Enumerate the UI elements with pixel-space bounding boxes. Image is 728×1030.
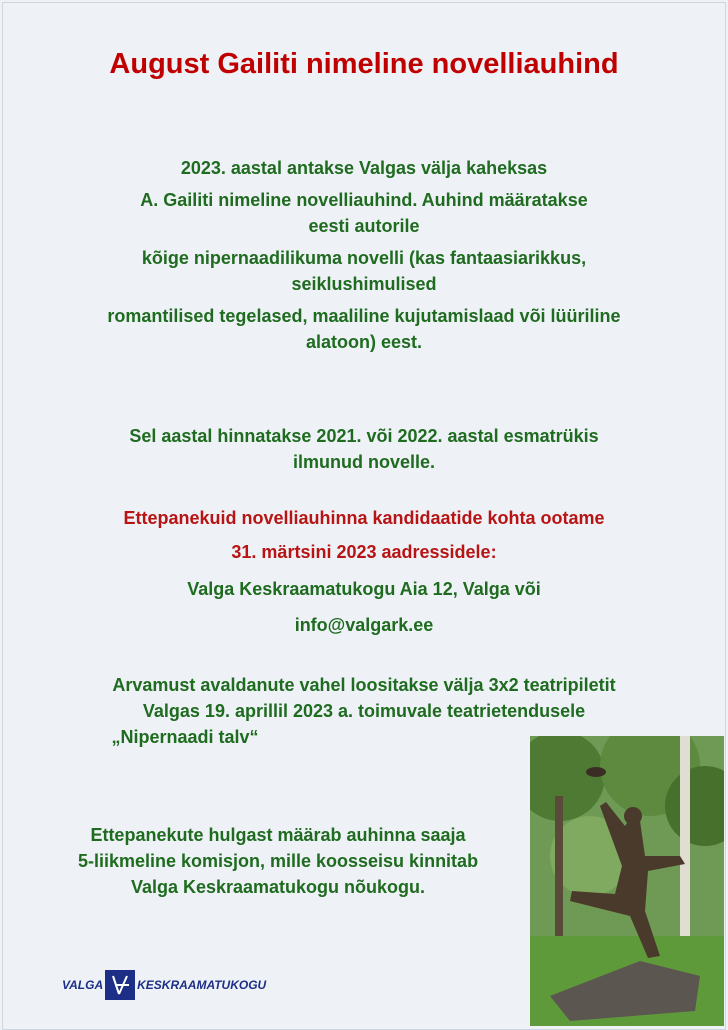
logo-right-text: KESKRAAMATUKOGU bbox=[137, 978, 267, 992]
intro-line: alatoon) eest. bbox=[305, 332, 423, 352]
intro-line: romantilised tegelased, maaliline kujutamislaad või lüüriline bbox=[107, 306, 621, 326]
library-logo bbox=[62, 968, 266, 1002]
proposals-line-1: Ettepanekuid novelliauhinna kandidaatide kohta ootame bbox=[123, 508, 605, 528]
logo-left-text: VALGA bbox=[62, 978, 104, 992]
intro-line: seiklushimulised bbox=[291, 274, 437, 294]
intro-line: 2023. aastal antakse Valgas välja kaheksas bbox=[180, 158, 548, 178]
lottery-line: Arvamust avaldanute vahel loositakse välja 3x2 teatripiletit bbox=[112, 675, 616, 695]
commission-line: 5-liikmeline komisjon, mille koosseisu kinnitab bbox=[77, 851, 479, 871]
lottery-line: Valgas 19. aprillil 2023 a. toimuvale teatrietendusele bbox=[142, 701, 586, 721]
commission-paragraph bbox=[0, 822, 558, 900]
page-title: August Gailiti nimeline novelliauhind bbox=[109, 48, 619, 80]
intro-line: A. Gailiti nimeline novelliauhind. Auhind määratakse bbox=[140, 190, 588, 210]
eligibility-paragraph bbox=[0, 423, 728, 475]
logo-mark-icon bbox=[105, 970, 135, 1000]
eligibility-line: Sel aastal hinnatakse 2021. või 2022. aastal esmatrükis bbox=[129, 426, 599, 446]
proposals-deadline: 31. märtsini 2023 aadressidele: bbox=[231, 542, 497, 562]
intro-paragraph bbox=[0, 155, 728, 355]
lottery-line: „Nipernaadi talv“ bbox=[111, 727, 259, 747]
commission-line: Valga Keskraamatukogu nõukogu. bbox=[130, 877, 426, 897]
library-address: Valga Keskraamatukogu Aia 12, Valga või bbox=[187, 579, 541, 599]
nipernaadi-statue-photo bbox=[530, 736, 724, 1026]
eligibility-line: ilmunud novelle. bbox=[292, 452, 435, 472]
contact-email[interactable]: info@valgark.ee bbox=[294, 615, 434, 635]
commission-line: Ettepanekute hulgast määrab auhinna saaja bbox=[90, 825, 466, 845]
intro-line: kõige nipernaadilikuma novelli (kas fantaasiarikkus, bbox=[141, 248, 587, 268]
intro-line: eesti autorile bbox=[308, 216, 420, 236]
